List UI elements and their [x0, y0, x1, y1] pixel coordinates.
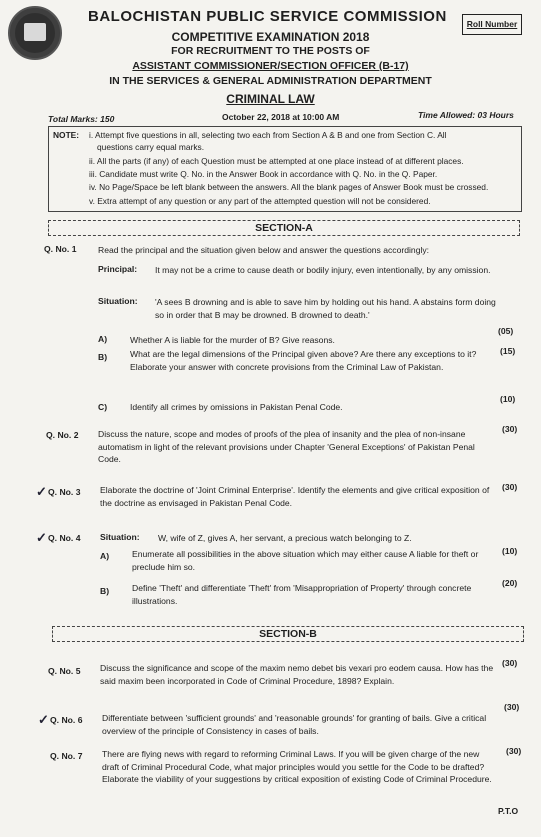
note-line-4: iv. No Page/Space be left blank between the answers. All the blank pages of Answer Book must be crossed. [89, 182, 489, 192]
note-line-5: v. Extra attempt of any question or any part of the attempted question will not be considered. [89, 196, 431, 206]
exam-title: COMPETITIVE EXAMINATION 2018 [171, 30, 370, 44]
page-turn-note: P.T.O [498, 806, 519, 816]
q1-part-a-text: Whether A is liable for the murder of B? Give reasons. [130, 335, 335, 345]
q4-part-b-label: B) [100, 586, 110, 596]
roll-number-box: Roll Number [462, 14, 522, 35]
q1-principal-text: It may not be a crime to cause death or bodily injury, even intentionally, by any omission. [155, 265, 491, 275]
q1-situation-text: 'A sees B drowning and is able to save him by holding out his hand. A abstains form doing so in order that B may be drowned. B drowned to death.' [155, 297, 496, 320]
q1-part-c-marks: (10) [500, 394, 516, 404]
pen-tick-mark: ✓ [38, 712, 49, 727]
q4-number: Q. No. 4 [48, 533, 81, 543]
q2-number: Q. No. 2 [46, 430, 79, 440]
q1-part-b-text: What are the legal dimensions of the Principal given above? Are there any exceptions to it? Elaborate your answer with concrete provisions from the Criminal Law of Pakistan. [130, 349, 477, 372]
q1-part-b-marks: (15) [500, 346, 516, 356]
total-marks: Total Marks: 150 [48, 114, 115, 124]
q4-part-b-text: Define 'Theft' and differentiate 'Theft' from 'Misappropriation of Property' through concrete illustrations. [132, 583, 472, 606]
time-allowed: Time Allowed: 03 Hours [418, 110, 514, 120]
q2-marks: (30) [502, 424, 518, 434]
note-line-3: iii. Candidate must write Q. No. in the Answer Book in accordance with Q. No. in the Q. Paper. [89, 169, 438, 179]
recruitment-line: FOR RECRUITMENT TO THE POSTS OF [171, 45, 370, 57]
q4-situation-text: W, wife of Z, gives A, her servant, a precious watch belonging to Z. [158, 533, 412, 543]
note-line-1b: questions carry equal marks. [97, 142, 205, 152]
q1-part-b-label: B) [98, 352, 108, 362]
note-line-1: i. Attempt five questions in all, selecting two each from Section A & B and one from Section C. All [89, 130, 447, 140]
q5-marks: (30) [502, 658, 518, 668]
note-label: NOTE: [53, 130, 80, 140]
section-b-heading: SECTION-B [52, 626, 524, 642]
pen-tick-mark: ✓ [36, 530, 47, 545]
q1-number: Q. No. 1 [44, 244, 77, 254]
q1-part-c-text: Identify all crimes by omissions in Pakistan Penal Code. [130, 402, 343, 412]
q1-part-a-marks: (05) [498, 326, 514, 336]
q6-text: Differentiate between 'sufficient grounds' and 'reasonable grounds' for granting of bails. Give a critical overview of the principle of Consistency in cases of bails. [102, 713, 487, 736]
q1-part-a-label: A) [98, 334, 108, 344]
post-title: ASSISTANT COMMISSIONER/SECTION OFFICER (B-17) [132, 60, 409, 72]
q6-number: Q. No. 6 [50, 715, 83, 725]
commission-name: BALOCHISTAN PUBLIC SERVICE COMMISSION [88, 8, 447, 25]
q4-part-a-marks: (10) [502, 546, 518, 556]
q1-part-c-label: C) [98, 402, 108, 412]
q1-situation-label: Situation: [98, 296, 138, 306]
q6-marks: (30) [504, 702, 520, 712]
q1-text: Read the principal and the situation given below and answer the questions accordingly: [98, 245, 430, 255]
q7-marks: (30) [506, 746, 522, 756]
q3-marks: (30) [502, 482, 518, 492]
q4-part-a-text: Enumerate all possibilities in the above situation which may either cause A liable for theft or preclude him so. [132, 549, 479, 572]
q7-text: There are flying news with regard to reforming Criminal Laws. If you will be given charge of the new draft of Criminal Procedural Code, what major principles would you settle for the Code to be drafted? Elaborate the viability of your suggestions by critical exposition of existing Code of Criminal Procedure. [102, 749, 492, 784]
department-line: IN THE SERVICES & GENERAL ADMINISTRATION DEPARTMENT [109, 75, 432, 87]
q4-part-b-marks: (20) [502, 578, 518, 588]
instructions-box [48, 126, 522, 212]
section-a-heading: SECTION-A [48, 220, 520, 236]
q7-number: Q. No. 7 [50, 751, 83, 761]
q1-principal-label: Principal: [98, 264, 138, 274]
q5-text: Discuss the significance and scope of the maxim nemo debet bis vexari pro eodem causa. How has the said maxim been incorporated in Code of Criminal Procedure, 1898? Explain. [100, 663, 494, 686]
note-line-2: ii. All the parts (if any) of each Question must be attempted at one place instead of at different places. [89, 156, 464, 166]
subject-title: CRIMINAL LAW [226, 92, 315, 106]
q2-text: Discuss the nature, scope and modes of proofs of the plea of insanity and the plea of non-insane automatism in light of the relevant provisions under Chapter 'General Exceptions' of Pakistan Penal Code. [98, 429, 475, 464]
q3-text: Elaborate the doctrine of 'Joint Criminal Enterprise'. Identify the elements and give critical exposition of the doctrine as envisaged in Pakistan Penal Code. [100, 485, 490, 508]
exam-date: October 22, 2018 at 10:00 AM [222, 112, 340, 122]
q4-situation-label: Situation: [100, 532, 140, 542]
q4-part-a-label: A) [100, 551, 110, 561]
q5-number: Q. No. 5 [48, 666, 81, 676]
q3-number: Q. No. 3 [48, 487, 81, 497]
pen-tick-mark: ✓ [36, 484, 47, 499]
